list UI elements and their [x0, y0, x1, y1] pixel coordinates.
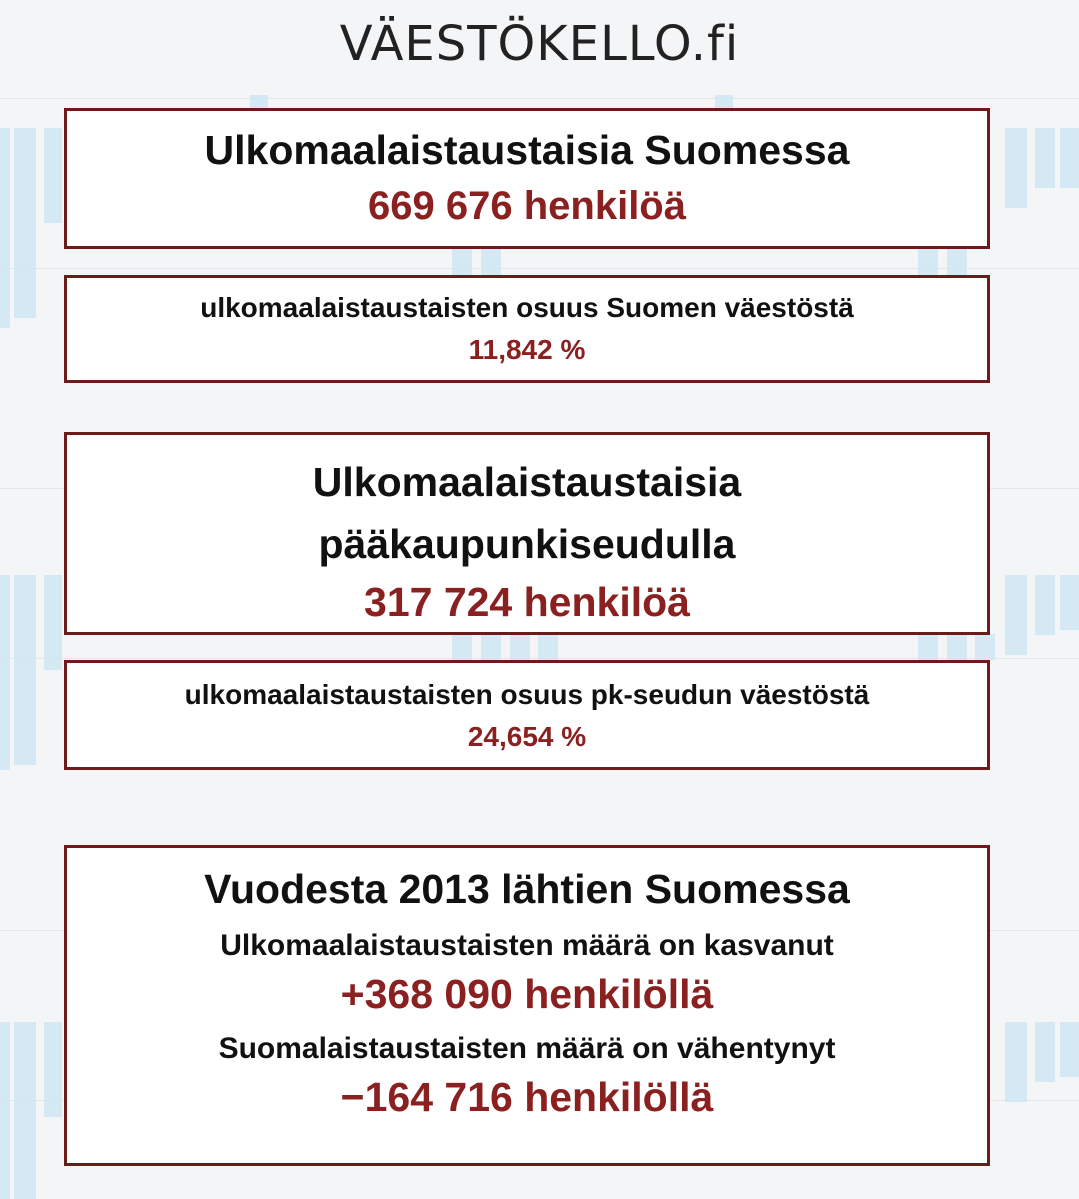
decrease-label: Suomalaistaustaisten määrä on vähentynyt	[218, 1032, 836, 1065]
share-heading: ulkomaalaistaustaisten osuus Suomen väestöstä	[200, 292, 854, 323]
site-title: VÄESTÖKELLO.fi	[339, 16, 740, 72]
decrease-value: −164 716 henkilöllä	[340, 1074, 714, 1120]
share-of-population-card	[64, 275, 990, 383]
increase-label: Ulkomaalaistaustaisten määrä on kasvanut	[220, 929, 834, 962]
capital-heading-line1: Ulkomaalaistaustaisia	[312, 459, 742, 505]
since-2013-card	[64, 845, 990, 1166]
share-value: 11,842 %	[468, 334, 586, 365]
capital-share-value: 24,654 %	[467, 721, 587, 752]
capital-value: 317 724 henkilöä	[364, 579, 690, 625]
capital-heading-line2: pääkaupunkiseudulla	[318, 521, 736, 567]
capital-share-heading: ulkomaalaistaustaisten osuus pk-seudun väestöstä	[184, 679, 870, 710]
since-2013-heading: Vuodesta 2013 lähtien Suomessa	[204, 866, 850, 912]
capital-share-card	[64, 660, 990, 770]
capital-heading	[67, 451, 987, 575]
increase-value: +368 090 henkilöllä	[340, 971, 714, 1017]
total-foreign-background-card	[64, 108, 990, 249]
total-heading: Ulkomaalaistaustaisia Suomessa	[204, 127, 850, 173]
capital-region-card	[64, 432, 990, 635]
total-value: 669 676 henkilöä	[368, 184, 686, 228]
